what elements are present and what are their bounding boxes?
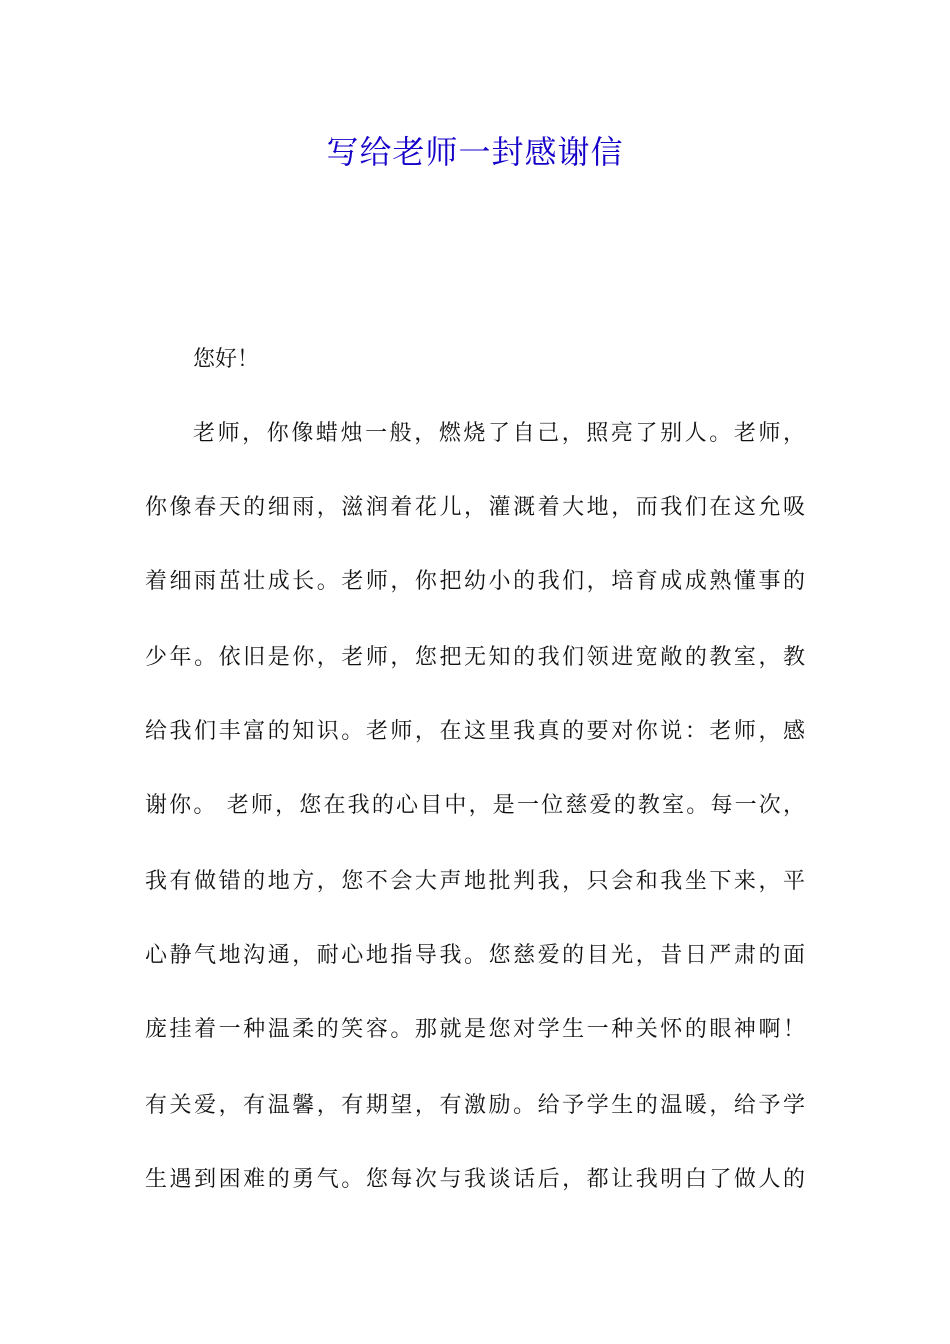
body-line: 生遇到困难的勇气。您每次与我谈话后，都让我明白了做人的 (145, 1167, 805, 1192)
body-line: 有关爱，有温馨，有期望，有激励。给予学生的温暖，给予学 (145, 1093, 805, 1118)
body-line: 着细雨茁壮成长。老师，你把幼小的我们，培育成成熟懂事的 (145, 569, 805, 594)
greeting: 您好！ (193, 347, 260, 372)
body-line: 你像春天的细雨，滋润着花儿，灌溉着大地，而我们在这允吸 (145, 495, 805, 520)
document-title: 写给老师一封感谢信 (326, 133, 624, 171)
body-line: 谢你。 老师，您在我的心目中，是一位慈爱的教室。每一次， (145, 793, 805, 818)
body-line: 少年。依旧是你，老师，您把无知的我们领进宽敞的教室，教 (145, 645, 805, 670)
body-line: 我有做错的地方，您不会大声地批判我，只会和我坐下来，平 (145, 869, 805, 894)
body-line: 庞挂着一种温柔的笑容。那就是您对学生一种关怀的眼神啊！ (145, 1017, 805, 1042)
body-line: 心静气地沟通，耐心地指导我。您慈爱的目光，昔日严肃的面 (145, 943, 805, 968)
body-line: 给我们丰富的知识。老师，在这里我真的要对你说：老师，感 (145, 719, 805, 744)
body-line: 老师，你像蜡烛一般，燃烧了自己，照亮了别人。老师， (193, 421, 805, 446)
